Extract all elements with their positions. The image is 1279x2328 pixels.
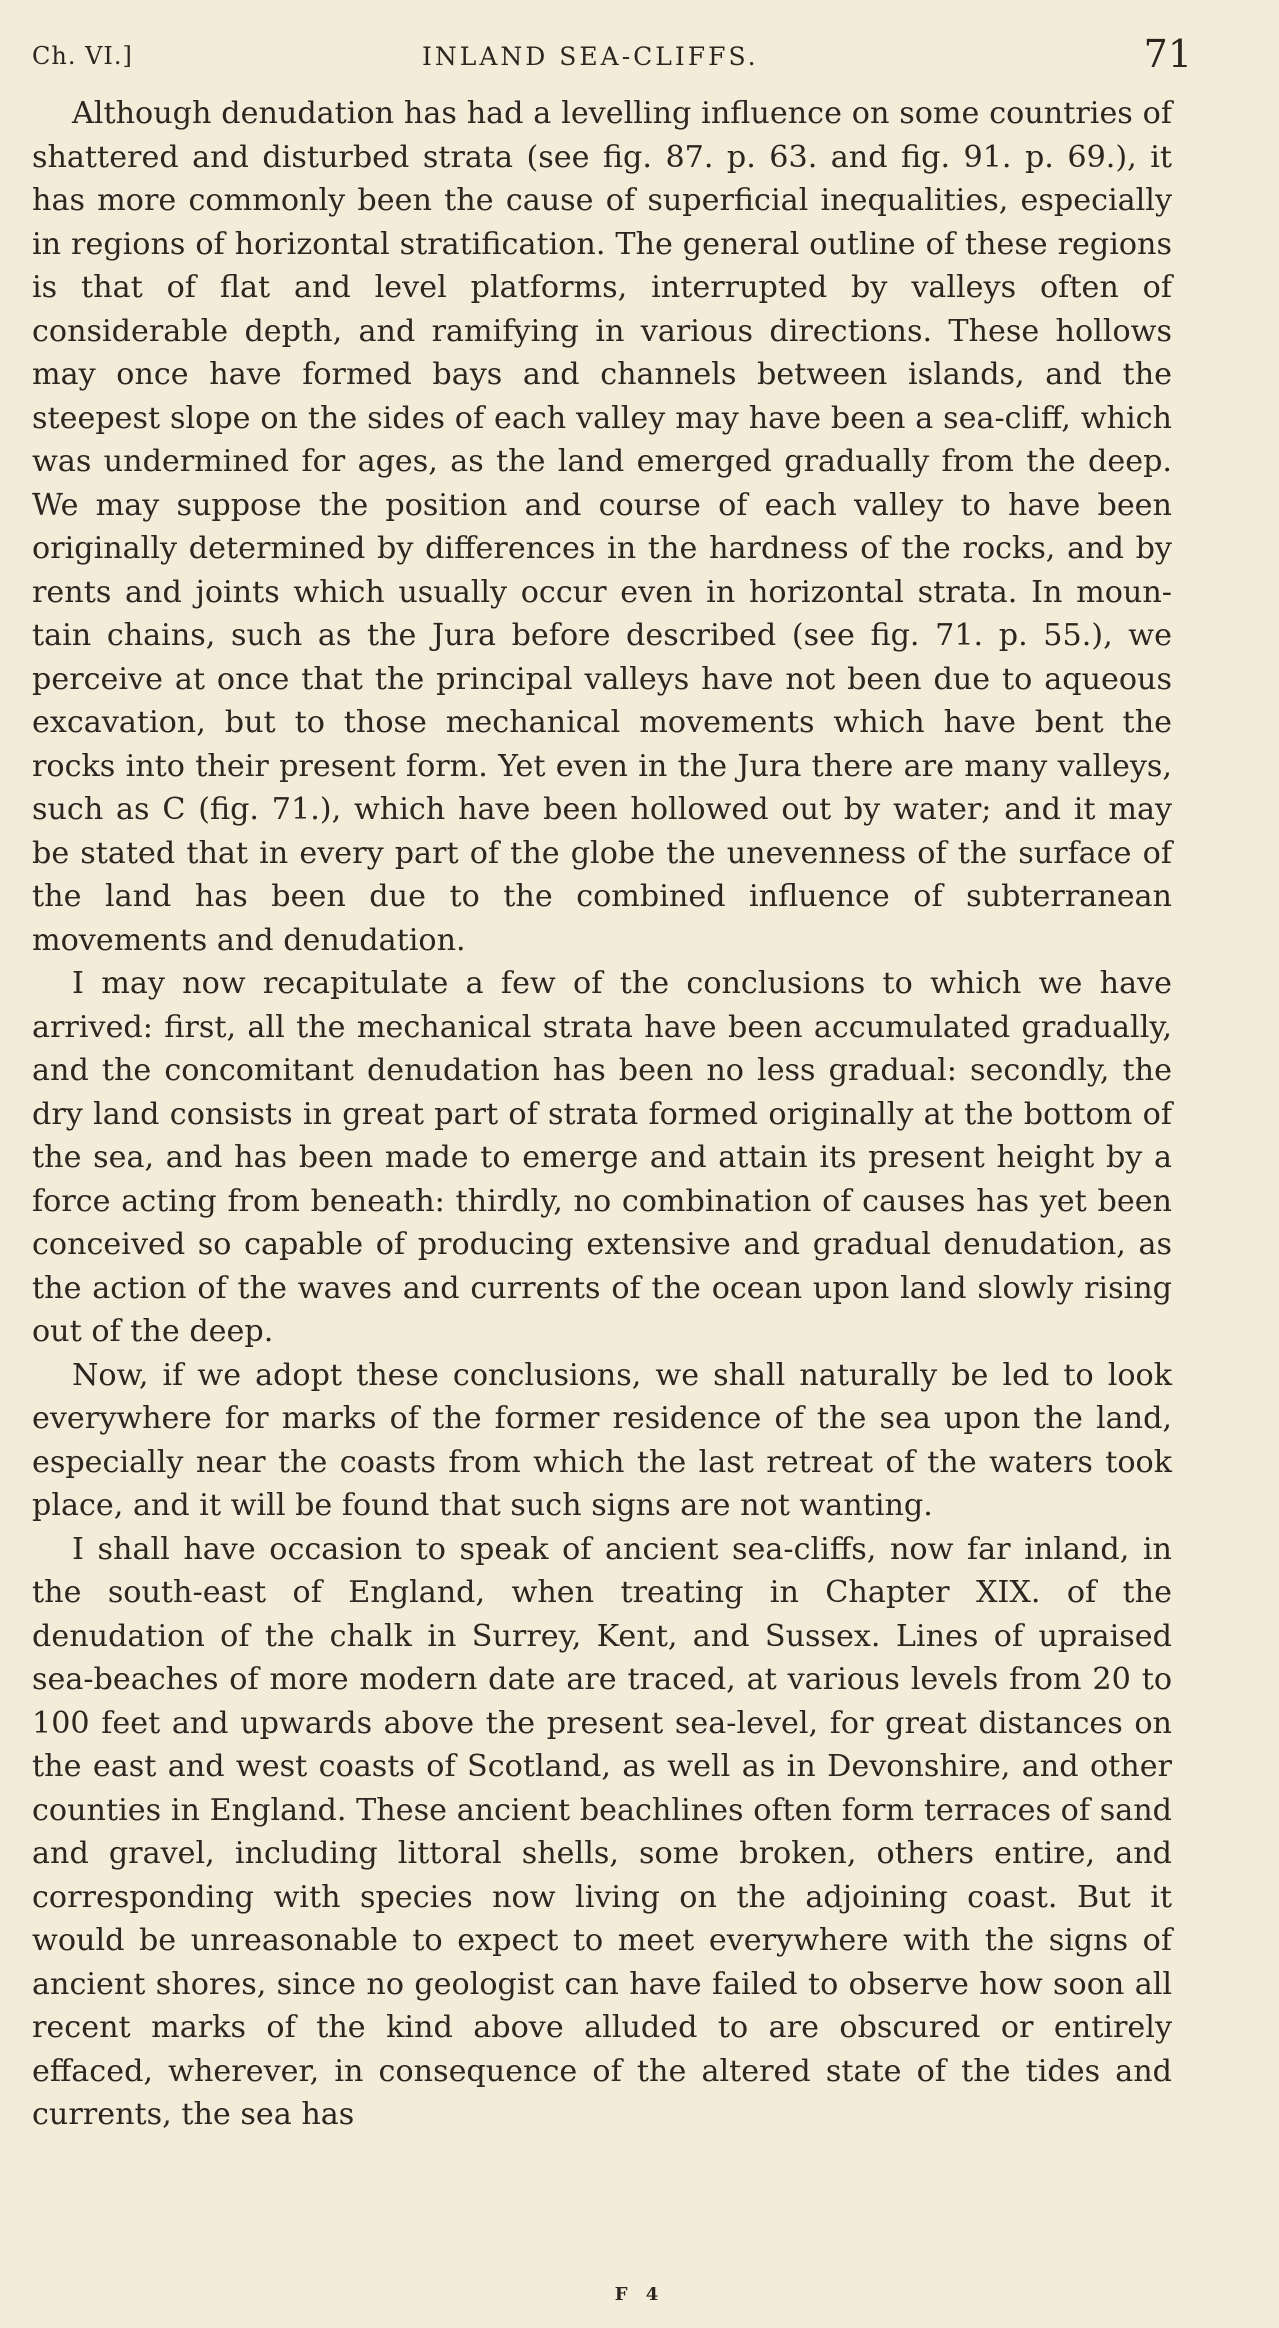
signature-mark: F 4 [614, 2284, 665, 2305]
paragraph-denudation-inequalities: Although denudation has had a levelling influence on some countries of shattered and disturbed strata (see fig. 87. p. 63. and fig. 91. p. 69.), it has more commonly been the cause of superficial inequalities, especially in regions of horizontal stratification. The general outline of these regions is that of flat and level platforms, interrupted by valleys often of considerable depth, and ramifying in various directions. These hollows may once have formed bays and channels between islands, and the steepest slope on the sides of each valley may have been a sea-cliff, which was undermined for ages, as the land emerged gradually from the deep. We may suppose the position and course of each valley to have been originally determined by differences in the hardness of the rocks, and by rents and joints which usually occur even in horizontal strata. In mountain chains, such as the Jura before described (see fig. 71. p. 55.), we perceive at once that the principal valleys have not been due to aqueous excavation, but to those mechanical movements which have bent the rocks into their present form. Yet even in the Jura there are many valleys, such as C (fig. 71.), which have been hollowed out by water; and it may be stated that in every part of the globe the unevenness of the surface of the land has been due to the combined influence of subterranean movements and denudation. [32, 96, 1172, 958]
running-head [32, 30, 1192, 80]
paragraph-marks-of-sea: Now, if we adopt these conclusions, we shall naturally be led to look everywhere for marks of the former residence of the sea upon the land, especially near the coasts from which the last retreat of the waters took place, and it will be found that such signs are not wanting. [32, 1357, 1172, 1523]
page-number: 71 [1143, 32, 1192, 76]
body-text [32, 92, 1172, 2137]
chapter-reference: Ch. VI.] [32, 42, 133, 70]
page-title: INLAND SEA-CLIFFS. [422, 42, 759, 71]
paragraph-recapitulation: I may now recapitulate a few of the conclusions to which we have arrived: first, all the mechanical strata have been accumulated gradually, and the concomitant denudation has been no less gradual: secondly, the dry land consists in great part of strata formed originally at the bottom of the sea, and has been made to emerge and attain its present height by a force acting from beneath: thirdly, no combination of causes has yet been conceived so capable of producing extensive and gradual denudation, as the action of the waves and currents of the ocean upon land slowly rising out of the deep. [32, 966, 1172, 1349]
paragraph-ancient-sea-cliffs: I shall have occasion to speak of ancient sea-cliffs, now far inland, in the south-east of England, when treating in Chapter XIX. of the denudation of the chalk in Surrey, Kent, and Sussex. Lines of upraised sea-beaches of more modern date are traced, at various levels from 20 to 100 feet and upwards above the present sea-level, for great distances on the east and west coasts of Scotland, as well as in Devonshire, and other counties in England. These ancient beachlines often form terraces of sand and gravel, including littoral shells, some broken, others entire, and corresponding with species now living on the adjoining coast. But it would be unreasonable to expect to meet everywhere with the signs of ancient shores, since no geologist can have failed to observe how soon all recent marks of the kind above alluded to are obscured or entirely effaced, wherever, in consequence of the altered state of the tides and currents, the sea has [32, 1531, 1172, 2132]
